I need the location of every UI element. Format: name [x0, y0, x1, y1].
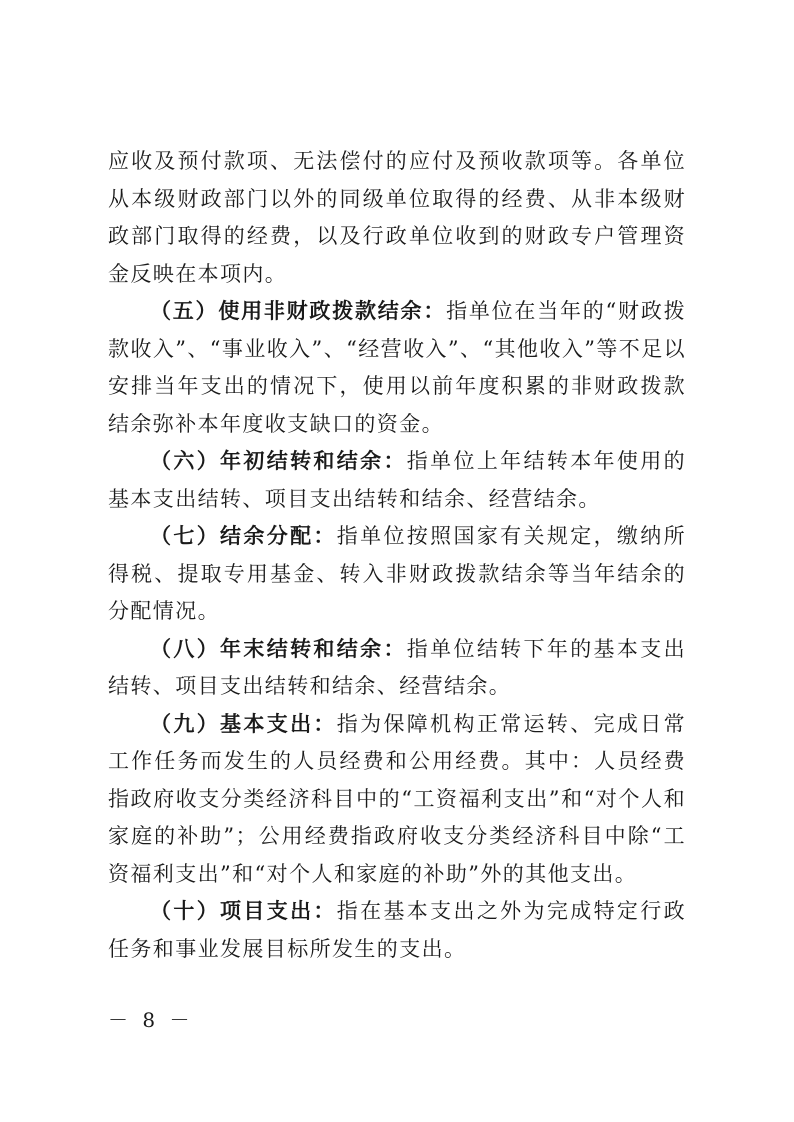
paragraph-3-text: 指单位上年结转本年使用的基本支出结转、项目支出结转和结余、经营结余。 [108, 449, 686, 511]
paragraph-1-text: 应收及预付款项、无法偿付的应付及预收款项等。各单位从本级财政部门以外的同级单位取得的经费、从非本级财政部门取得的经费，以及行政单位收到的财政专户管理资金反映在本项内。 [108, 149, 686, 286]
document-body [108, 143, 686, 968]
paragraph-1 [108, 143, 686, 293]
paragraph-6 [108, 706, 686, 894]
paragraph-2-text: 指单位在当年的“财政拨款收入”、“事业收入”、“经营收入”、“其他收入”等不足以安排当年支出的情况下，使用以前年度积累的非财政拨款结余弥补本年度收支缺口的资金。 [108, 299, 686, 436]
paragraph-4-term: （七）结余分配： [150, 524, 337, 548]
paragraph-6-term: （九）基本支出： [150, 711, 337, 736]
paragraph-7-text: 指在基本支出之外为完成特定行政任务和事业发展目标所发生的支出。 [108, 899, 686, 961]
paragraph-4-text: 指单位按照国家有关规定，缴纳所得税、提取专用基金、转入非财政拨款结余等当年结余的分配情况。 [108, 524, 686, 623]
paragraph-7 [108, 893, 686, 968]
paragraph-2 [108, 293, 686, 443]
paragraph-5-text: 指单位结转下年的基本支出结转、项目支出结转和结余、经营结余。 [108, 636, 686, 698]
paragraph-5-term: （八）年末结转和结余： [150, 636, 407, 661]
paragraph-5 [108, 631, 686, 706]
paragraph-2-term: （五）使用非财政拨款结余： [150, 299, 447, 323]
paragraph-3-term: （六）年初结转和结余： [150, 449, 407, 473]
paragraph-4 [108, 518, 686, 631]
page-number: － 8 － [108, 1008, 194, 1032]
paragraph-3 [108, 443, 686, 518]
paragraph-7-term: （十）项目支出： [150, 899, 337, 923]
paragraph-6-text: 指为保障机构正常运转、完成日常工作任务而发生的人员经费和公用经费。其中：人员经费指政府收支分类经济科目中的“工资福利支出”和“对个人和家庭的补助”；公用经费指政府收支分类经济科目中除“工资福利支出”和“对个人和家庭的补助”外的其他支出。 [108, 711, 686, 886]
